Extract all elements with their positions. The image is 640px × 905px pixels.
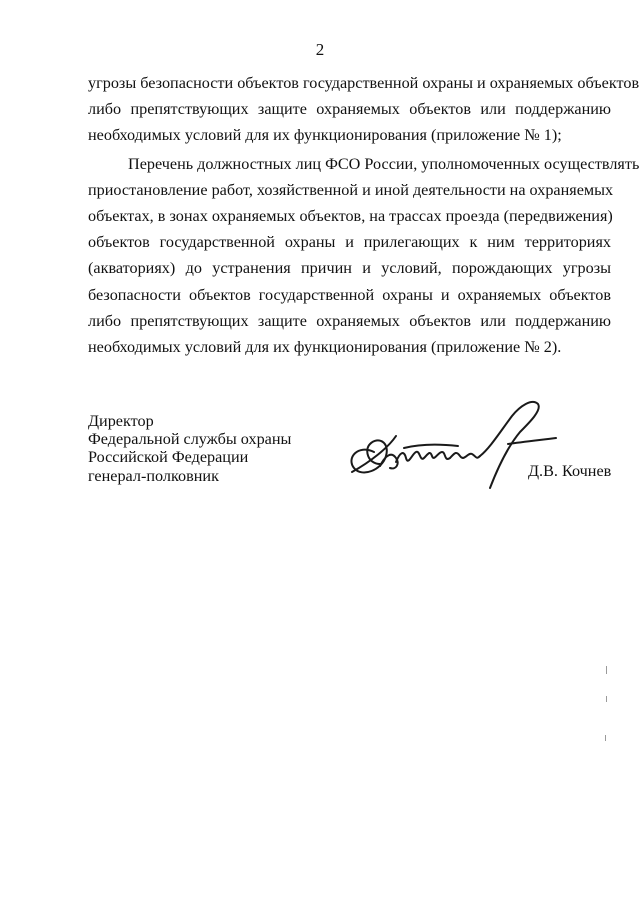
document-body [88,70,640,360]
scan-mark [606,696,607,702]
paragraph-1 [88,70,640,149]
signatory-title-line: Федеральной службы охраны [88,430,292,449]
text-line: объектах, в зонах охраняемых объектов, на трассах проезда (передвижения) [88,206,613,225]
text-line: Перечень должностных лиц ФСО России, уполномоченных осуществлять [128,154,640,173]
text-line: безопасности объектов государственной охраны и охраняемых объектов [88,285,611,304]
text-line: либо препятствующих защите охраняемых объектов или поддержанию [88,311,611,330]
text-line: либо препятствующих защите охраняемых объектов или поддержанию [88,100,611,119]
paragraph-2 [88,151,640,361]
text-line: (акваториях) до устранения причин и условий, порождающих угрозы [88,259,611,278]
scan-mark [606,666,607,674]
text-line: приостановление работ, хозяйственной и иной деятельности на охраняемых [88,180,614,199]
scan-mark [605,735,606,741]
text-line: необходимых условий для их функционирования (приложение № 1); [88,126,562,145]
text-line: необходимых условий для их функционирования (приложение № 2). [88,337,562,356]
signatory-name: Д.В. Кочнев [528,462,612,480]
text-line: угрозы безопасности объектов государственной охраны и охраняемых объектов [88,74,640,92]
signatory-title-line: Российской Федерации [88,448,249,467]
handwritten-signature [340,392,570,497]
signatory-title-block [88,412,291,485]
text-line: объектов государственной охраны и прилегающих к ним территориях [88,233,611,252]
signatory-title-line: Директор [88,412,154,430]
page-number: 2 [315,40,325,59]
signatory-title-line: генерал-полковник [88,466,219,485]
